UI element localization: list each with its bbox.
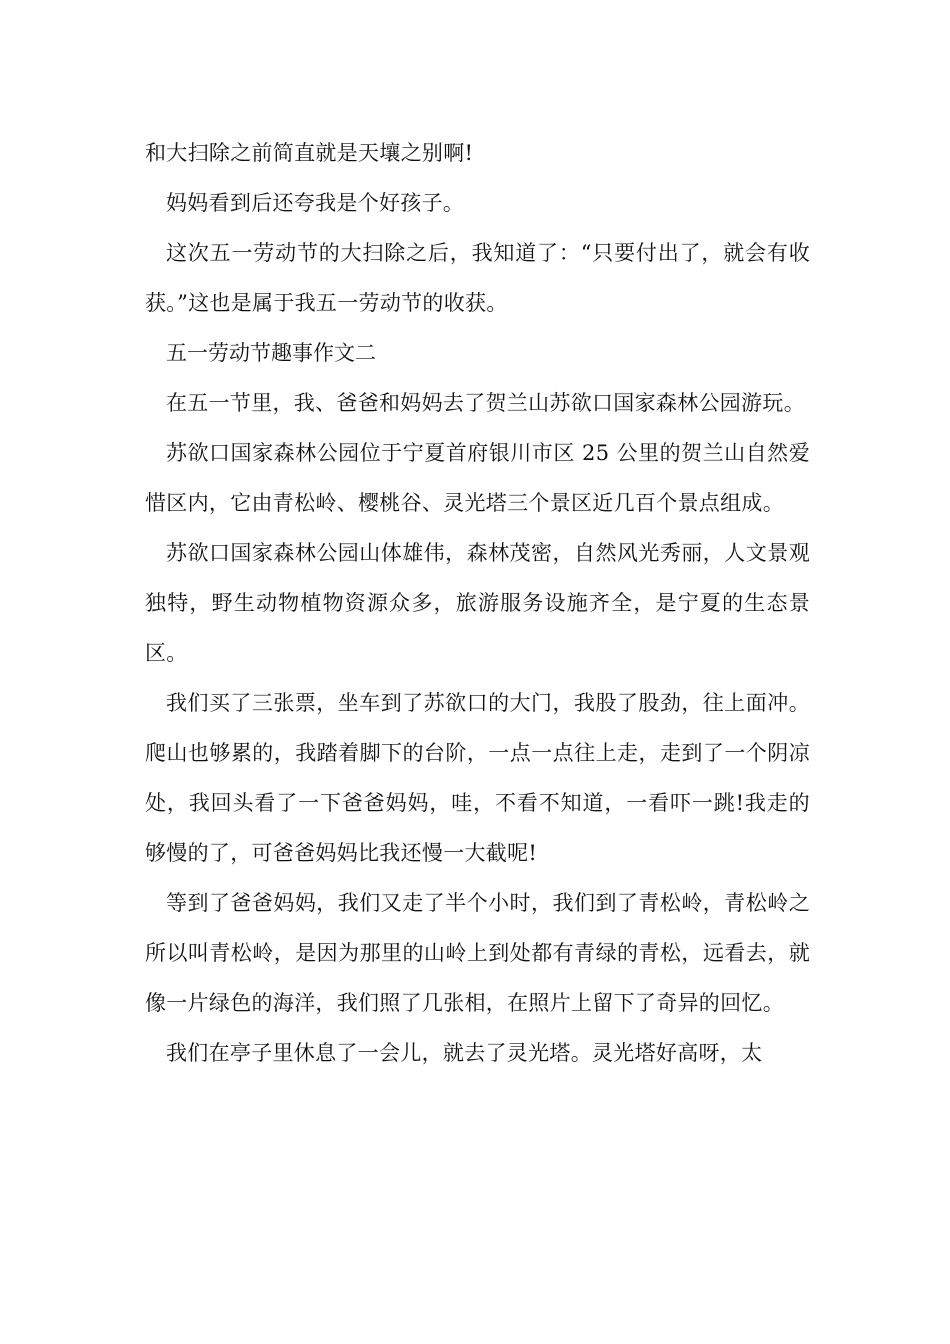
section-heading: 五一劳动节趣事作文二 bbox=[166, 341, 376, 365]
paragraph: 苏欲口国家森林公园山体雄伟，森林茂密，自然风光秀丽，人文景观独特，野生动物植物资源众多，旅游服务设施齐全，是宁夏的生态景区。 bbox=[145, 541, 810, 665]
paragraph: 我们买了三张票，坐车到了苏欲口的大门，我股了股劲，往上面冲。爬山也够累的，我踏着脚下的台阶，一点一点往上走，走到了一个阴凉处，我回头看了一下爸爸妈妈，哇，不看不知道，一看吓一跳!我走的够慢的了，可爸爸妈妈比我还慢一大截呢! bbox=[145, 691, 810, 865]
paragraph: 妈妈看到后还夸我是个好孩子。 bbox=[166, 191, 465, 215]
paragraph: 这次五一劳动节的大扫除之后，我知道了：“只要付出了，就会有收获。”这也是属于我五一劳动节的收获。 bbox=[145, 241, 810, 315]
paragraph-truncated: 我们在亭子里休息了一会儿，就去了灵光塔。灵光塔好高呀，太 bbox=[166, 1041, 763, 1065]
paragraph: 在五一节里，我、爸爸和妈妈去了贺兰山苏欲口国家森林公园游玩。 bbox=[166, 391, 805, 415]
paragraph-continuation: 和大扫除之前简直就是天壤之别啊! bbox=[145, 141, 474, 165]
paragraph: 苏欲口国家森林公园位于宁夏首府银川市区 25 公里的贺兰山自然爱惜区内，它由青松岭、樱桃谷、灵光塔三个景区近几百个景点组成。 bbox=[145, 441, 810, 515]
document-page bbox=[145, 128, 810, 1078]
paragraph: 等到了爸爸妈妈，我们又走了半个小时，我们到了青松岭，青松岭之所以叫青松岭，是因为那里的山岭上到处都有青绿的青松，远看去，就像一片绿色的海洋，我们照了几张相，在照片上留下了奇异的回忆。 bbox=[145, 891, 810, 1015]
